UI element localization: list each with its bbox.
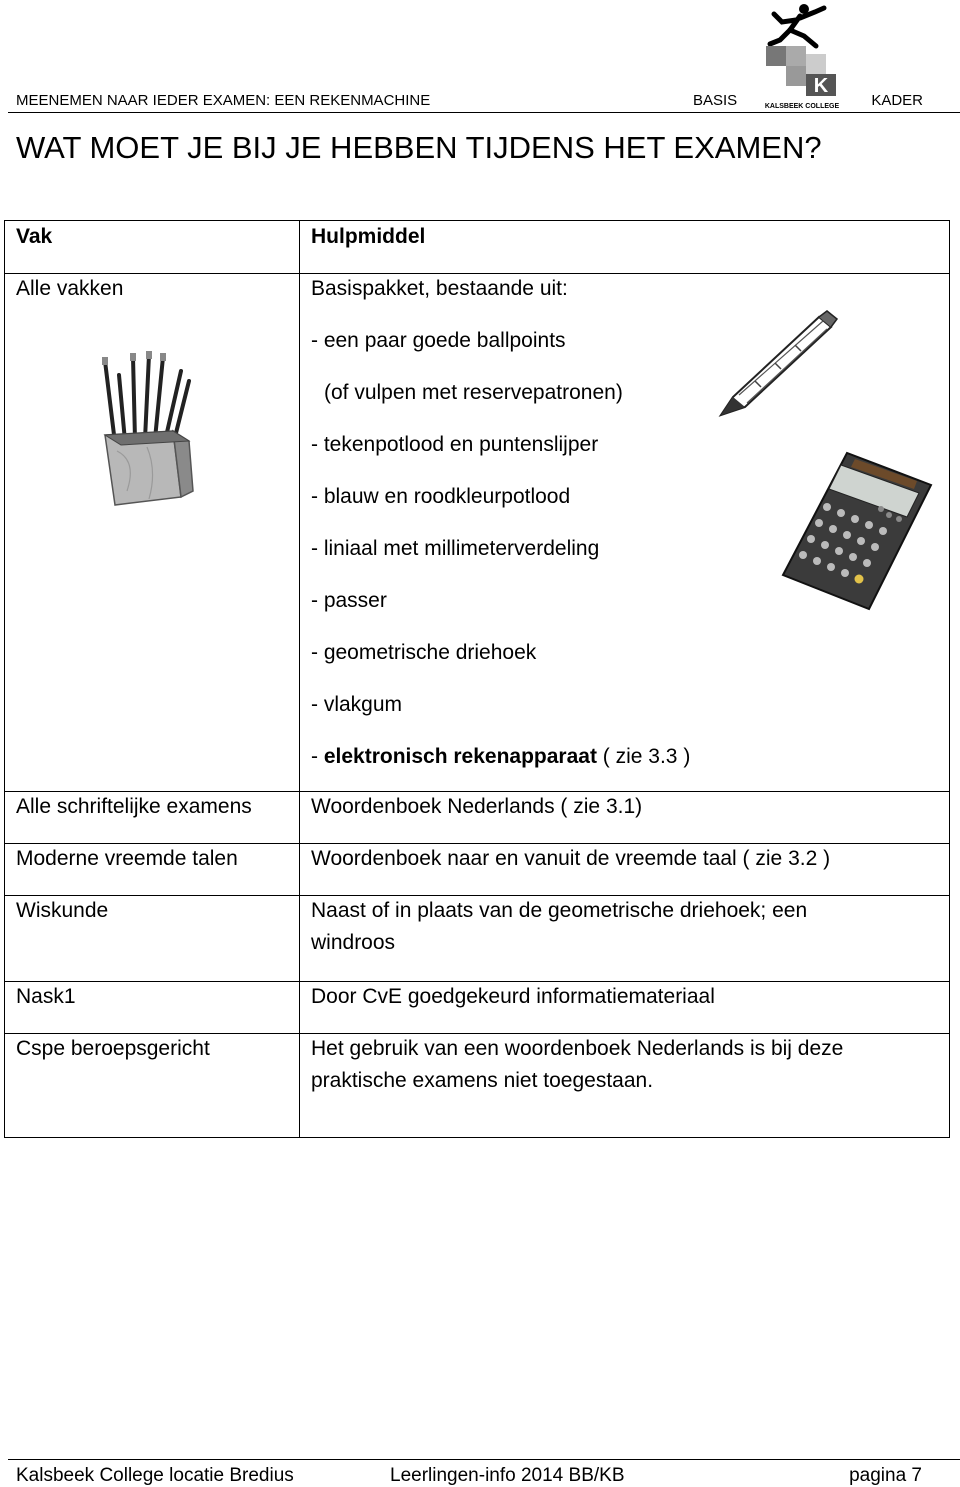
header-kader-text: KADER xyxy=(871,92,923,109)
table-header-hulpmiddel: Hulpmiddel xyxy=(311,225,426,248)
calculator-reference: ( zie 3.3 ) xyxy=(596,745,691,768)
table-header-vak: Vak xyxy=(16,225,53,248)
list-item-calculator xyxy=(311,741,690,773)
list-item: - een paar goede ballpoints xyxy=(311,329,566,352)
list-item: - liniaal met millimeterverdeling xyxy=(311,537,600,560)
row-hulpmiddel-woordenboek-nederlands: Woordenboek Nederlands ( zie 3.1) xyxy=(311,795,643,818)
list-item: - vlakgum xyxy=(311,693,403,716)
pencil-cup-icon xyxy=(97,351,197,509)
calculator-label: elektronisch rekenapparaat xyxy=(323,745,597,768)
row-hulpmiddel-cspe-line2: praktische examens niet toegestaan. xyxy=(311,1069,654,1092)
list-item: - passer xyxy=(311,589,387,612)
row-vak-wiskunde: Wiskunde xyxy=(16,899,109,922)
exam-tools-table xyxy=(4,220,950,1138)
header-rule xyxy=(8,112,960,113)
row-vak-cspe-beroepsgericht: Cspe beroepsgericht xyxy=(16,1037,210,1060)
footer-page-number: pagina 7 xyxy=(849,1465,922,1486)
row-vak-alle-vakken: Alle vakken xyxy=(16,277,124,300)
row-hulpmiddel-woordenboek-vreemde-taal: Woordenboek naar en vanuit de vreemde taal ( zie 3.2 ) xyxy=(311,847,831,870)
row-hulpmiddel-windroos-line2: windroos xyxy=(311,931,396,954)
list-item: (of vulpen met reservepatronen) xyxy=(324,381,623,404)
kalsbeek-college-logo xyxy=(760,0,844,114)
row-vak-nask1: Nask1 xyxy=(16,985,76,1008)
header-left-text: MEENEMEN NAAR IEDER EXAMEN: EEN REKENMACHINE xyxy=(16,92,431,109)
calculator-icon xyxy=(777,449,937,613)
logo-letter: K xyxy=(813,75,829,97)
table-column-divider xyxy=(299,221,300,1137)
row-vak-alle-schriftelijke-examens: Alle schriftelijke examens xyxy=(16,795,252,818)
list-item: Basispakket, bestaande uit: xyxy=(311,277,568,300)
header-basis-text: BASIS xyxy=(693,92,738,109)
footer-rule xyxy=(8,1459,960,1460)
pen-icon xyxy=(715,309,839,421)
row-vak-moderne-vreemde-talen: Moderne vreemde talen xyxy=(16,847,238,870)
page-title: WAT MOET JE BIJ JE HEBBEN TIJDENS HET EXAMEN? xyxy=(16,130,822,165)
row-hulpmiddel-cspe-line1: Het gebruik van een woordenboek Nederlands is bij deze xyxy=(311,1037,844,1060)
footer-school: Kalsbeek College locatie Bredius xyxy=(16,1465,294,1486)
calculator-prefix: - xyxy=(311,745,324,768)
list-item: - blauw en roodkleurpotlood xyxy=(311,485,571,508)
logo-text: KALSBEEK COLLEGE xyxy=(764,103,840,110)
row-hulpmiddel-informatiemateriaal: Door CvE goedgekeurd informatiemateriaal xyxy=(311,985,715,1008)
list-item: - tekenpotlood en puntenslijper xyxy=(311,433,599,456)
list-item: - geometrische driehoek xyxy=(311,641,537,664)
footer-document: Leerlingen-info 2014 BB/KB xyxy=(390,1465,625,1486)
row-hulpmiddel-windroos-line1: Naast of in plaats van de geometrische driehoek; een xyxy=(311,899,808,922)
